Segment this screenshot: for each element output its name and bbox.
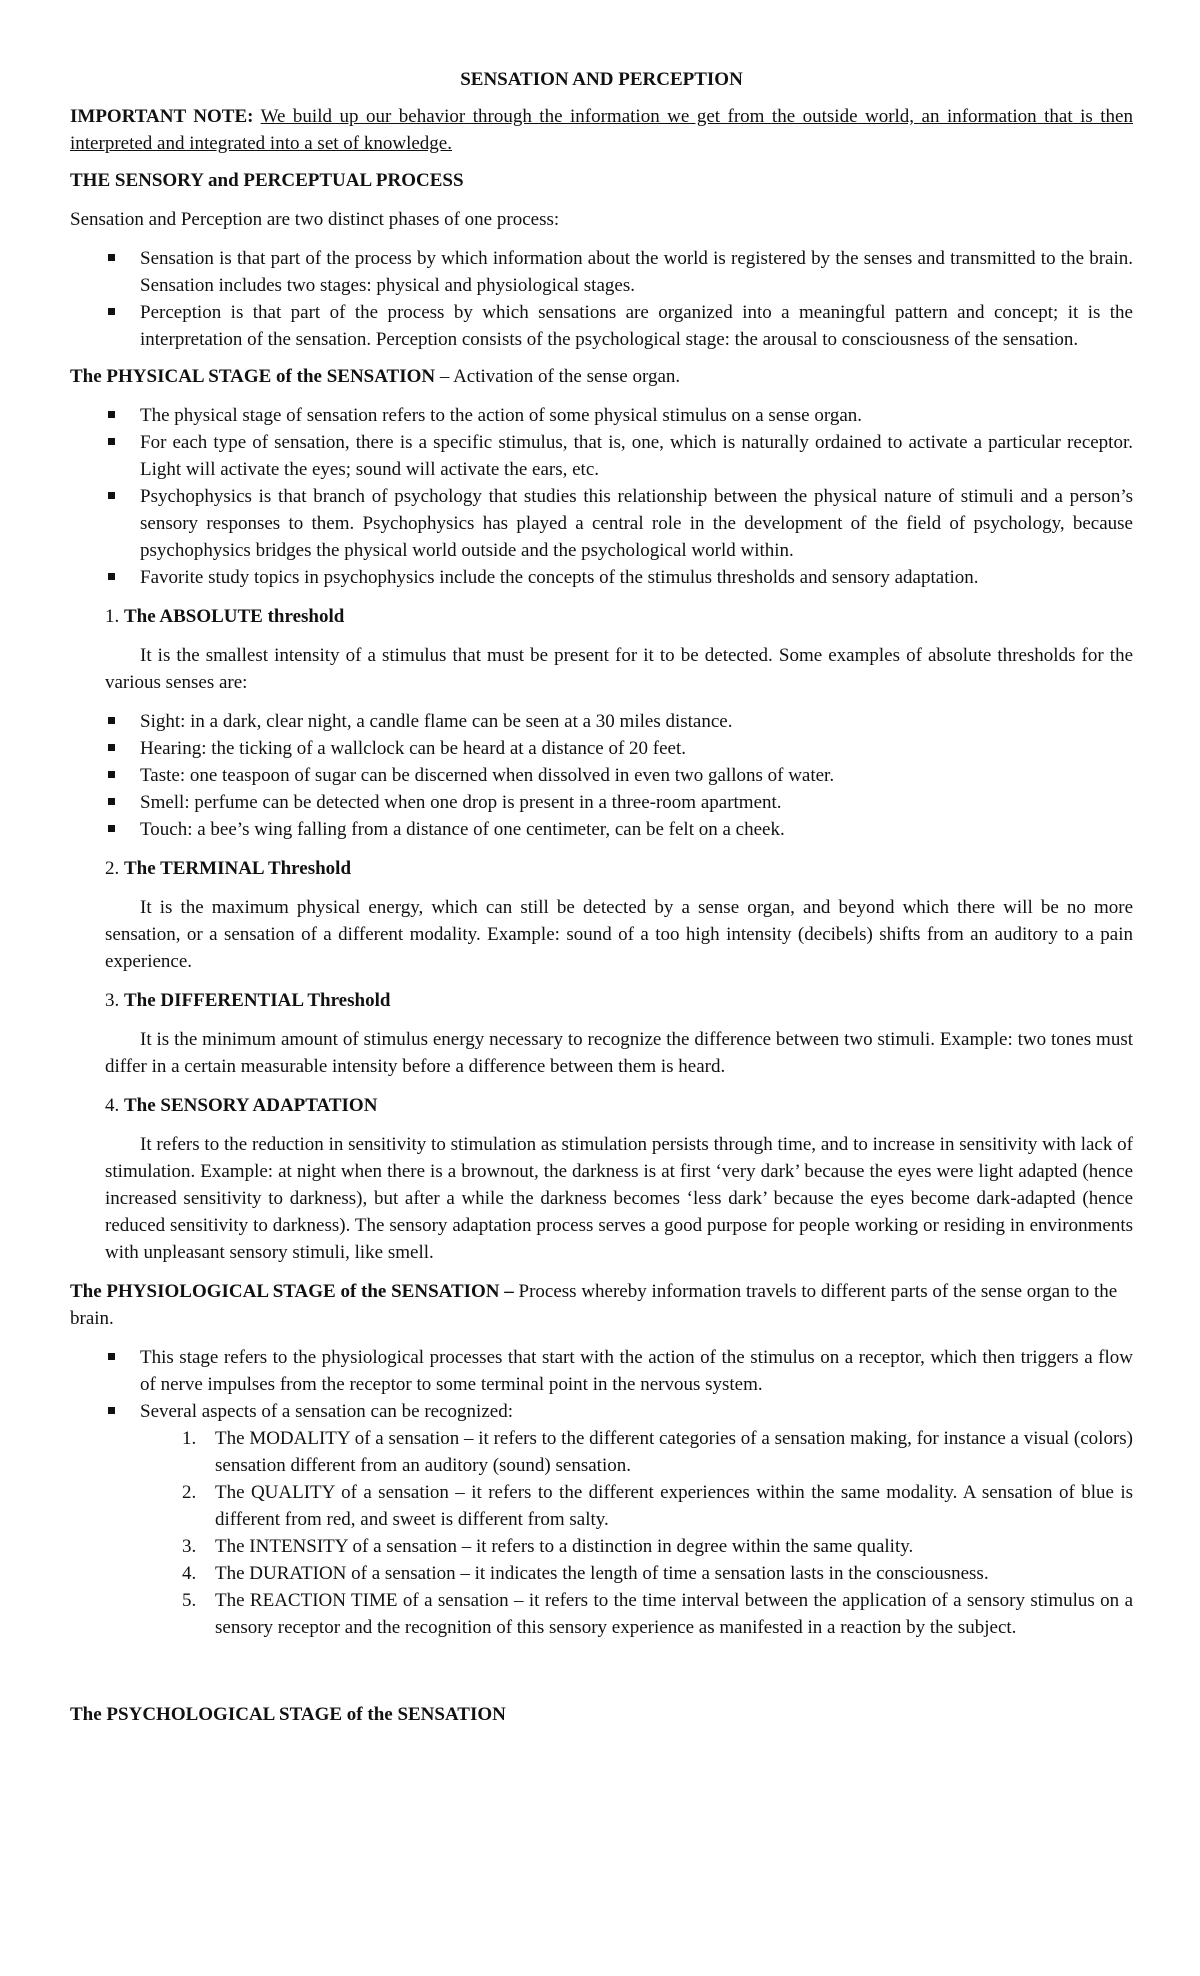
aspect-item-reaction-time <box>140 1587 1133 1641</box>
subheading-absolute-threshold <box>105 603 1133 630</box>
note-text: We build up our behavior through the information we get from the outside world, an information that is then interpreted and integrated into a set of knowledge. <box>70 106 1133 154</box>
heading-rest: Process whereby information travels to different parts of the sense organ to the brain. <box>70 1281 1118 1329</box>
list-item: Smell: perfume can be detected when one drop is present in a three-room apartment. <box>70 789 1133 816</box>
list-item: This stage refers to the physiological processes that start with the action of the stimulus on a receptor, which then triggers a flow of nerve impulses from the receptor to some terminal point in the nervous system. <box>70 1344 1133 1398</box>
aspect-number: 2. <box>182 1482 197 1503</box>
subheading-number: 4. <box>105 1095 120 1116</box>
aspect-text: The MODALITY of a sensation – it refers to the different categories of a sensation making, for instance a visual (colors) sensation different from an auditory (sound) sensation. <box>215 1428 1133 1476</box>
subheading-title: The ABSOLUTE threshold <box>124 606 345 627</box>
aspect-text: The INTENSITY of a sensation – it refers to a distinction in degree within the same quality. <box>215 1536 914 1557</box>
list-item: Hearing: the ticking of a wallclock can be heard at a distance of 20 feet. <box>70 735 1133 762</box>
section-heading-psychological-stage: The PSYCHOLOGICAL STAGE of the SENSATION <box>70 1704 506 1725</box>
section-intro: Sensation and Perception are two distinct phases of one process: <box>70 209 560 230</box>
bullet-list-physiological <box>70 1344 1133 1641</box>
aspect-text: The REACTION TIME of a sensation – it refers to the time interval between the application of a sensory stimulus on a sensory receptor and the recognition of this sensory experience as manifested in a reaction by the subject. <box>215 1590 1133 1638</box>
subheading-title: The TERMINAL Threshold <box>124 858 352 879</box>
paragraph-sensory-adaptation: It refers to the reduction in sensitivity to stimulation as stimulation persists through time, and to increase in sensitivity with lack of stimulation. Example: at night when there is a brownout, the darkness is at first ‘very dark’ because the eyes were light adapted (hence increased sensitivity to darkness), but after a while the darkness becomes ‘less dark’ because the eyes become dark-adapted (hence reduced sensitivity to darkness). The sensory adaptation process serves a good purpose for people working or residing in environments with unpleasant sensory stimuli, like smell. <box>105 1134 1133 1263</box>
aspects-list <box>140 1425 1133 1641</box>
bullet-list-process <box>70 245 1133 353</box>
bullet-list-physical <box>70 402 1133 591</box>
list-item-aspects <box>70 1398 1133 1641</box>
note-label: IMPORTANT NOTE: <box>70 106 254 127</box>
list-item: Sensation is that part of the process by which information about the world is registered by the senses and transmitted to the brain. Sensation includes two stages: physical and physiological stages. <box>70 245 1133 299</box>
list-item: Sight: in a dark, clear night, a candle flame can be seen at a 30 miles distance. <box>70 708 1133 735</box>
list-item: Touch: a bee’s wing falling from a distance of one centimeter, can be felt on a cheek. <box>70 816 1133 843</box>
list-item: Perception is that part of the process by which sensations are organized into a meaningful pattern and concept; it is the interpretation of the sensation. Perception consists of the psychological stage: the arousal to consciousness of the sensation. <box>70 299 1133 353</box>
important-note <box>70 103 1133 157</box>
aspect-item-modality <box>140 1425 1133 1479</box>
subheading-title: The SENSORY ADAPTATION <box>124 1095 378 1116</box>
aspect-text: The QUALITY of a sensation – it refers to the different experiences within the same modality. A sensation of blue is different from red, and sweet is different from salty. <box>215 1482 1133 1530</box>
subheading-number: 3. <box>105 990 120 1011</box>
list-item: For each type of sensation, there is a specific stimulus, that is, one, which is naturally ordained to activate a particular receptor. Light will activate the eyes; sound will activate the ears, etc. <box>70 429 1133 483</box>
paragraph-differential-threshold: It is the minimum amount of stimulus energy necessary to recognize the difference between two stimuli. Example: two tones must differ in a certain measurable intensity before a difference between them is heard. <box>105 1029 1133 1077</box>
list-item: The physical stage of sensation refers to the action of some physical stimulus on a sense organ. <box>70 402 1133 429</box>
subheading-title: The DIFFERENTIAL Threshold <box>124 990 391 1011</box>
spacer <box>70 1651 1133 1701</box>
paragraph-absolute-threshold: It is the smallest intensity of a stimulus that must be present for it to be detected. Some examples of absolute thresholds for the various senses are: <box>105 645 1133 693</box>
section-heading-physical-stage <box>70 363 1133 390</box>
heading-bold: The PHYSIOLOGICAL STAGE of the SENSATION – <box>70 1281 514 1302</box>
section-heading-physiological-stage <box>70 1278 1133 1332</box>
subheading-number: 2. <box>105 858 120 879</box>
document-page <box>70 66 1133 1740</box>
aspects-intro: Several aspects of a sensation can be recognized: <box>140 1401 513 1422</box>
list-item: Favorite study topics in psychophysics include the concepts of the stimulus thresholds and sensory adaptation. <box>70 564 1133 591</box>
aspect-number: 1. <box>182 1428 197 1449</box>
aspect-item-intensity <box>140 1533 1133 1560</box>
aspect-text: The DURATION of a sensation – it indicates the length of time a sensation lasts in the consciousness. <box>215 1563 989 1584</box>
heading-rest: – Activation of the sense organ. <box>435 366 681 387</box>
list-item: Psychophysics is that branch of psychology that studies this relationship between the physical nature of stimuli and a person’s sensory responses to them. Psychophysics has played a central role in the development of the field of psychology, because psychophysics bridges the physical world outside and the psychological world within. <box>70 483 1133 564</box>
aspect-number: 5. <box>182 1590 197 1611</box>
paragraph-terminal-threshold: It is the maximum physical energy, which can still be detected by a sense organ, and beyond which there will be no more sensation, or a sensation of a different modality. Example: sound of a too high intensity (decibels) shifts from an auditory to a pain experience. <box>105 897 1133 972</box>
subheading-differential-threshold <box>105 987 1133 1014</box>
bullet-list-threshold-examples <box>70 708 1133 843</box>
aspect-number: 3. <box>182 1536 197 1557</box>
aspect-item-quality <box>140 1479 1133 1533</box>
aspect-number: 4. <box>182 1563 197 1584</box>
subheading-terminal-threshold <box>105 855 1133 882</box>
heading-bold: The PHYSICAL STAGE of the SENSATION <box>70 366 436 387</box>
section-heading-sensory-perceptual: THE SENSORY and PERCEPTUAL PROCESS <box>70 170 464 191</box>
document-title: SENSATION AND PERCEPTION <box>460 69 743 90</box>
subheading-number: 1. <box>105 606 120 627</box>
list-item: Taste: one teaspoon of sugar can be discerned when dissolved in even two gallons of water. <box>70 762 1133 789</box>
subheading-sensory-adaptation <box>105 1092 1133 1119</box>
aspect-item-duration <box>140 1560 1133 1587</box>
